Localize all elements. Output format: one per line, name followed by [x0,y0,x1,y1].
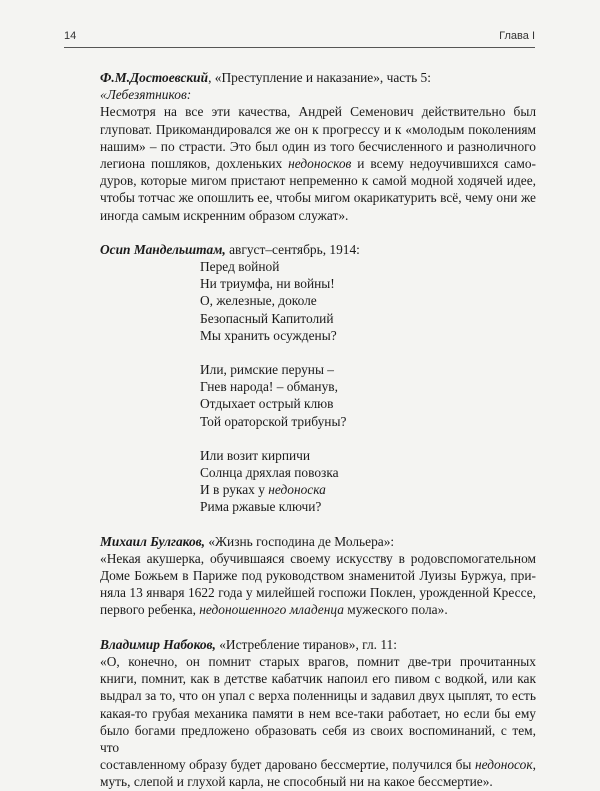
verse-line: Отдыхает острый клюв [200,396,334,412]
quote-line [100,155,536,172]
source-title: «Истребление тиранов», гл. 11: [215,636,397,652]
verse-line: Гнев народа! – обманув, [200,379,338,395]
verse-line: Ни триумфа, ни войны! [200,276,335,292]
quote-line [100,756,536,773]
highlighted-word: недоносок [475,757,533,773]
page-body [100,69,536,791]
quote-line: книги, помнит, как в детстве кабатчик напоил его пивом с водкой, или как [100,671,536,687]
author-name: Владимир Набоков, [100,636,216,652]
quote-line: глуповат. Прикомандировался же он к прогрессу и к «молодым поколениям [100,121,536,137]
verse-line: Перед войной [200,259,280,275]
source-title: «Жизнь господина де Мольера»: [204,533,395,549]
author-name: Михаил Булгаков, [100,533,205,549]
quote-bulgakov [100,533,536,619]
verse-line: Безопасный Капитолий [200,310,334,326]
quote-line: было богами предложено образовать себя из своих воспоминаний, с тем, что [100,722,536,755]
text-run: первого ребенка, [100,602,200,618]
quote-line: какая-то грубая механика памяти в нем все-таки работает, но если бы ему [100,705,536,721]
quote-line: «Некая акушерка, обучившаяся своему искусству в родовспомогательном [100,550,536,566]
quote-line: чтобы тотчас же опошлить ее, чтобы мигом окарикатурить всё, чему они же [100,190,536,206]
quote-line: выдрал за то, что он упал с верха поленницы и задавил двух цыплят, то есть [100,688,536,704]
text-run: составленному образу будет даровано бессмертие, получился бы [100,757,475,773]
quote-line: муть, слепой и глухой карла, не способный ни на какое бессмертие». [100,774,493,790]
source-title: август–сентябрь, 1914: [225,241,360,257]
verse-line: Рима ржавые ключи? [200,499,322,515]
quote-line [100,601,536,618]
citation-line [100,69,536,86]
quote-line: Несмотря на все эти качества, Андрей Семенович действительно был [100,104,536,120]
quote-line: нашим» – по страсти. Это был один из того бесчисленного и разноличного [100,138,536,154]
quote-line: Доме Божьем в Париже под руководством знаменитой Луизы Буржуа, при- [100,568,536,584]
author-name: Ф.М.Достоевский [100,70,209,85]
text-run: И в руках у [200,482,269,498]
text-run: легиона пошляков, дохленьких [100,156,289,172]
quote-nabokov [100,636,536,791]
citation-line [100,533,536,550]
verse-line: Солнца дряхлая повозка [200,465,339,481]
verse-line: Мы хранить осуждены? [200,327,337,343]
running-header [64,30,535,48]
text-run: мужеского пола». [343,602,448,618]
quote-line: «О, конечно, он помнит старых врагов, помнит две-три прочитанных [100,653,536,669]
quote-mandelstam [100,241,536,516]
page-number: 14 [64,30,77,42]
text-run: и всему недоучившихся само- [351,156,536,172]
verse-line: Той ораторской трибуны? [200,413,347,429]
highlighted-word: недоносков [288,156,352,172]
verse-line: О, железные, доколе [200,293,317,309]
text-run: , [532,757,536,773]
citation-line [100,636,536,653]
source-title: , «Преступление и наказание», часть 5: [208,70,431,85]
quote-line: няла 13 января 1622 года у милейшей госпожи Поклен, урожденной Крессе, [100,585,536,601]
highlighted-word: недоношенного младенца [199,602,344,618]
verse-line: Или возит кирпичи [200,447,311,463]
citation-line [100,241,536,258]
quote-line: дуров, которые мигом пристают непременно к самой модной ходячей идее, [100,173,536,189]
poem [100,258,536,516]
header-rule [64,47,535,48]
chapter-title: Глава I [499,30,535,42]
verse-line: Или, римские перуны – [200,362,334,378]
highlighted-word: недоноска [268,482,326,498]
verse-line [200,481,536,498]
quote-dostoevsky [100,69,536,224]
quote-line: иногда самым искренним образом служат». [100,207,349,223]
quote-line: «Лебезятников: [100,87,192,103]
author-name: Осип Мандельштам, [100,241,226,257]
